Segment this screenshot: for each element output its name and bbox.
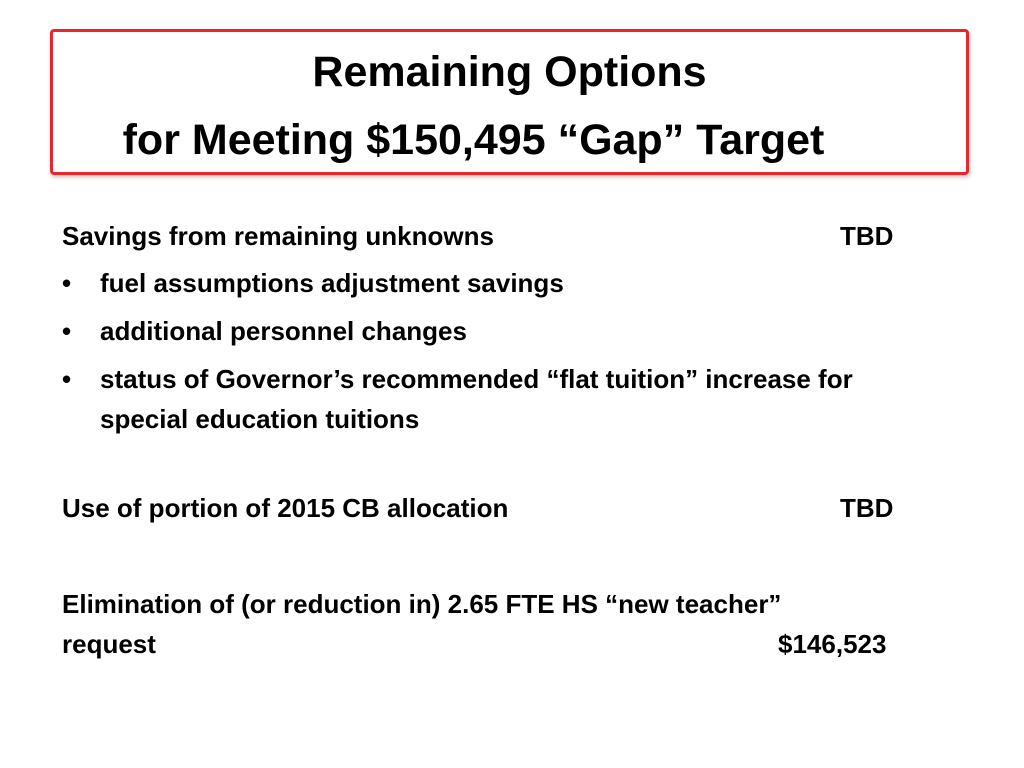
bullet-item-tuition-cont: special education tuitions bbox=[100, 404, 420, 434]
unknowns-label: Savings from remaining unknowns bbox=[62, 221, 494, 251]
cb-allocation-label: Use of portion of 2015 CB allocation bbox=[62, 493, 509, 523]
bullet-icon: • bbox=[62, 268, 72, 298]
unknowns-amount: TBD bbox=[840, 221, 894, 251]
elimination-label-line2: request bbox=[62, 629, 156, 659]
page-title-line2: for Meeting $150,495 “Gap” Target bbox=[122, 116, 825, 164]
cb-allocation-amount: TBD bbox=[840, 493, 894, 523]
page-title-line1: Remaining Options bbox=[312, 48, 707, 96]
elimination-amount: $146,523 bbox=[778, 629, 887, 659]
bullet-item-tuition: status of Governor’s recommended “flat tuition” increase for bbox=[100, 364, 853, 394]
bullet-icon: • bbox=[62, 364, 72, 394]
elimination-label-line1: Elimination of (or reduction in) 2.65 FTE HS “new teacher” bbox=[62, 589, 782, 619]
bullet-item-fuel: fuel assumptions adjustment savings bbox=[100, 268, 564, 298]
title-box bbox=[50, 29, 969, 175]
bullet-item-personnel: additional personnel changes bbox=[100, 316, 467, 346]
bullet-icon: • bbox=[62, 316, 72, 346]
